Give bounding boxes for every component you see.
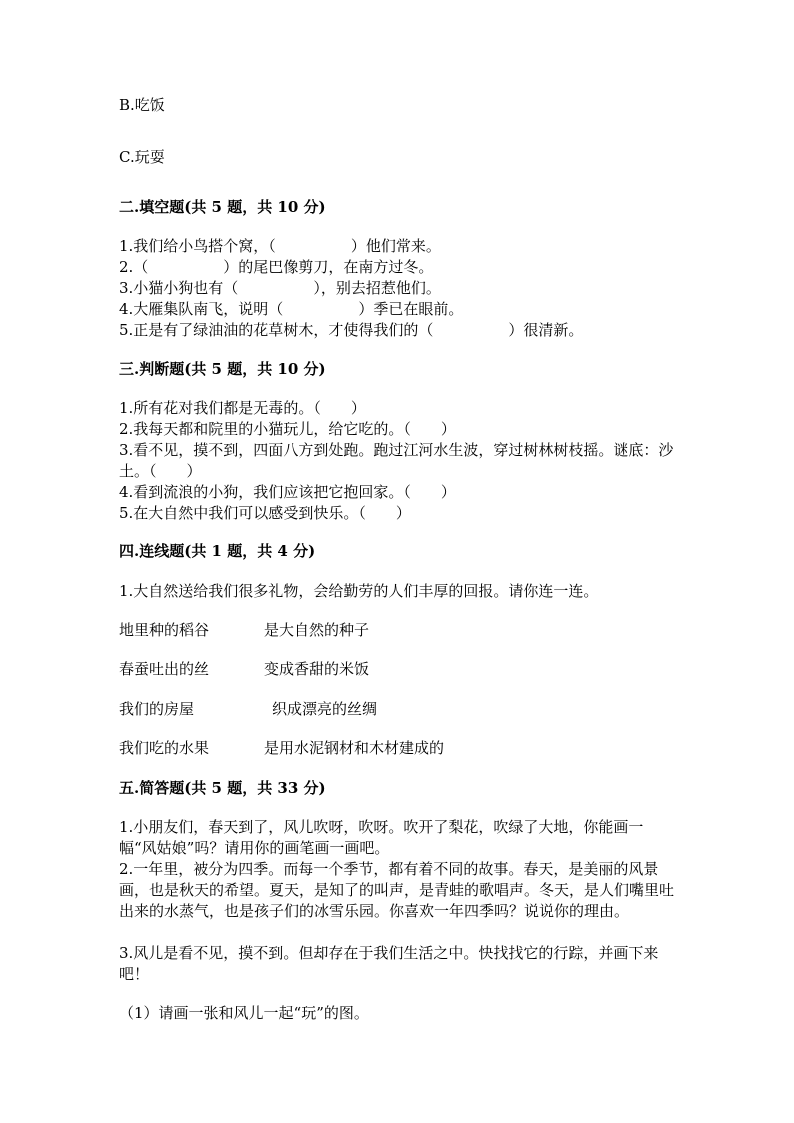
match-right-4: 是用水泥钢材和木材建成的 bbox=[264, 739, 445, 757]
fill-blank-item-2: 2.（ ）的尾巴像剪刀，在南方过冬。 bbox=[119, 258, 434, 276]
match-left-3: 我们的房屋 bbox=[119, 700, 195, 718]
judge-item-3: 3.看不见，摸不到，四面八方到处跑。跑过江河水生波，穿过树林树枝摇。谜底：沙土。（ ） bbox=[119, 441, 674, 480]
matching-question: 1.大自然送给我们很多礼物，会给勤劳的人们丰厚的回报。请你连一连。 bbox=[119, 582, 599, 600]
match-left-1: 地里种的稻谷 bbox=[119, 621, 210, 639]
judge-item-2: 2.我每天都和院里的小猫玩儿，给它吃的。（ ） bbox=[119, 420, 456, 438]
match-right-2: 变成香甜的米饭 bbox=[264, 660, 370, 678]
section-5-heading: 五.简答题(共 5 题，共 33 分) bbox=[119, 779, 326, 797]
match-left-2: 春蚕吐出的丝 bbox=[119, 660, 210, 678]
fill-blank-item-3: 3.小猫小狗也有（ ），别去招惹他们。 bbox=[119, 279, 441, 297]
fill-blank-item-4: 4.大雁集队南飞，说明（ ）季已在眼前。 bbox=[119, 300, 464, 318]
choice-option-c: C.玩耍 bbox=[119, 148, 165, 166]
match-left-4: 我们吃的水果 bbox=[119, 739, 210, 757]
section-2-heading: 二.填空题(共 5 题，共 10 分) bbox=[119, 198, 326, 216]
choice-option-b: B.吃饭 bbox=[119, 96, 165, 114]
short-answer-item-3: 3.风儿是看不见，摸不到。但却存在于我们生活之中。快找找它的行踪，并画下来吧！ bbox=[119, 944, 659, 983]
match-right-3: 织成漂亮的丝绸 bbox=[272, 700, 378, 718]
judge-item-5: 5.在大自然中我们可以感受到快乐。（ ） bbox=[119, 504, 411, 522]
section-4-heading: 四.连线题(共 1 题，共 4 分) bbox=[119, 542, 316, 560]
short-answer-item-1: 1.小朋友们，春天到了，风儿吹呀，吹呀。吹开了梨花，吹绿了大地，你能画一幅“风姑娘”吗？请用你的画笔画一画吧。 bbox=[119, 818, 644, 857]
fill-blank-item-1: 1.我们给小鸟搭个窝，（ ）他们常来。 bbox=[119, 237, 441, 255]
fill-blank-item-5: 5.正是有了绿油油的花草树木，才使得我们的（ ）很清新。 bbox=[119, 321, 584, 339]
short-answer-item-2: 2.一年里，被分为四季。而每一个季节，都有着不同的故事。春天，是美丽的风景画，也是秋天的希望。夏天，是知了的叫声，是青蛙的歌唱声。冬天，是人们嘴里吐出来的水蒸气，也是孩子们的冰雪乐园。你喜欢一年四季吗？说说你的理由。 bbox=[119, 860, 675, 920]
section-3-heading: 三.判断题(共 5 题，共 10 分) bbox=[119, 360, 326, 378]
judge-item-4: 4.看到流浪的小狗，我们应该把它抱回家。（ ） bbox=[119, 483, 456, 501]
match-right-1: 是大自然的种子 bbox=[264, 621, 370, 639]
judge-item-1: 1.所有花对我们都是无毒的。（ ） bbox=[119, 399, 366, 417]
short-answer-sub-item: （1）请画一张和风儿一起“玩”的图。 bbox=[119, 1004, 369, 1022]
